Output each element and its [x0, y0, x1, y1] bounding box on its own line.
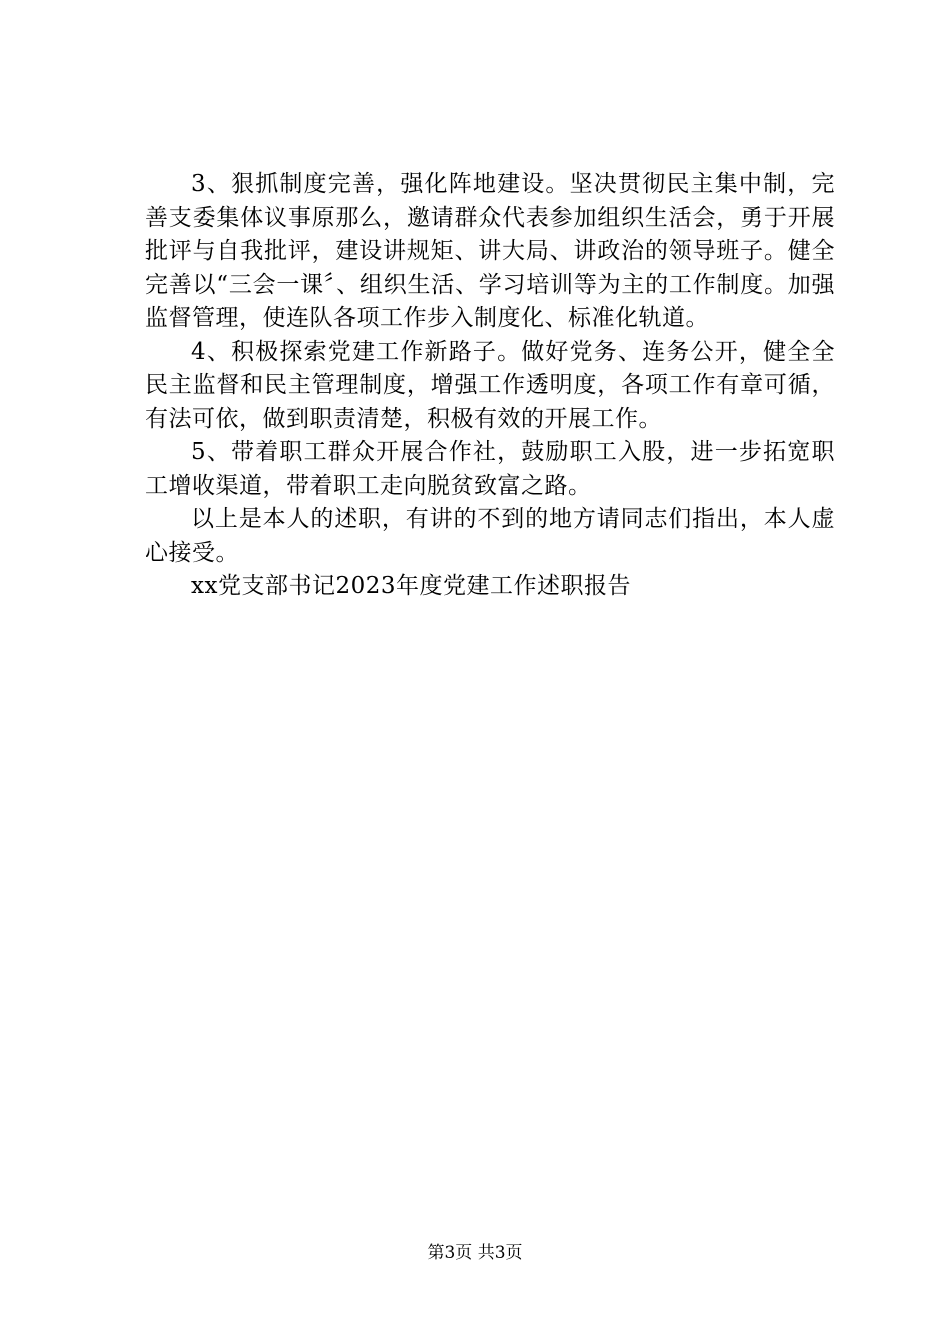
paragraph-item-3: 3、狠抓制度完善，强化阵地建设。坚决贯彻民主集中制，完善支委集体议事原那么，邀请群众代表参加组织生活会，勇于开展批评与自我批评，建设讲规矩、讲大局、讲政治的领导班子。健全完善以“三会一课〞、组织生活、学习培训等为主的工作制度。加强监督管理，使连队各项工作步入制度化、标准化轨道。 — [145, 171, 835, 331]
paragraph-item-4: 4、积极探索党建工作新路子。做好党务、连务公开，健全全民主监督和民主管理制度，增强工作透明度，各项工作有章可循，有法可依，做到职责清楚，积极有效的开展工作。 — [145, 338, 835, 432]
paragraph-item-5: 5、带着职工群众开展合作社，鼓励职工入股，进一步拓宽职工增收渠道，带着职工走向脱贫致富之路。 — [145, 439, 835, 499]
page-number-footer: 第3页 共3页 — [427, 1243, 523, 1263]
closing-paragraph: 以上是本人的述职，有讲的不到的地方请同志们指出，本人虚心接受。 — [145, 506, 835, 566]
document-body — [145, 168, 835, 604]
report-title-line: xx党支部书记2023年度党建工作述职报告 — [191, 573, 631, 599]
